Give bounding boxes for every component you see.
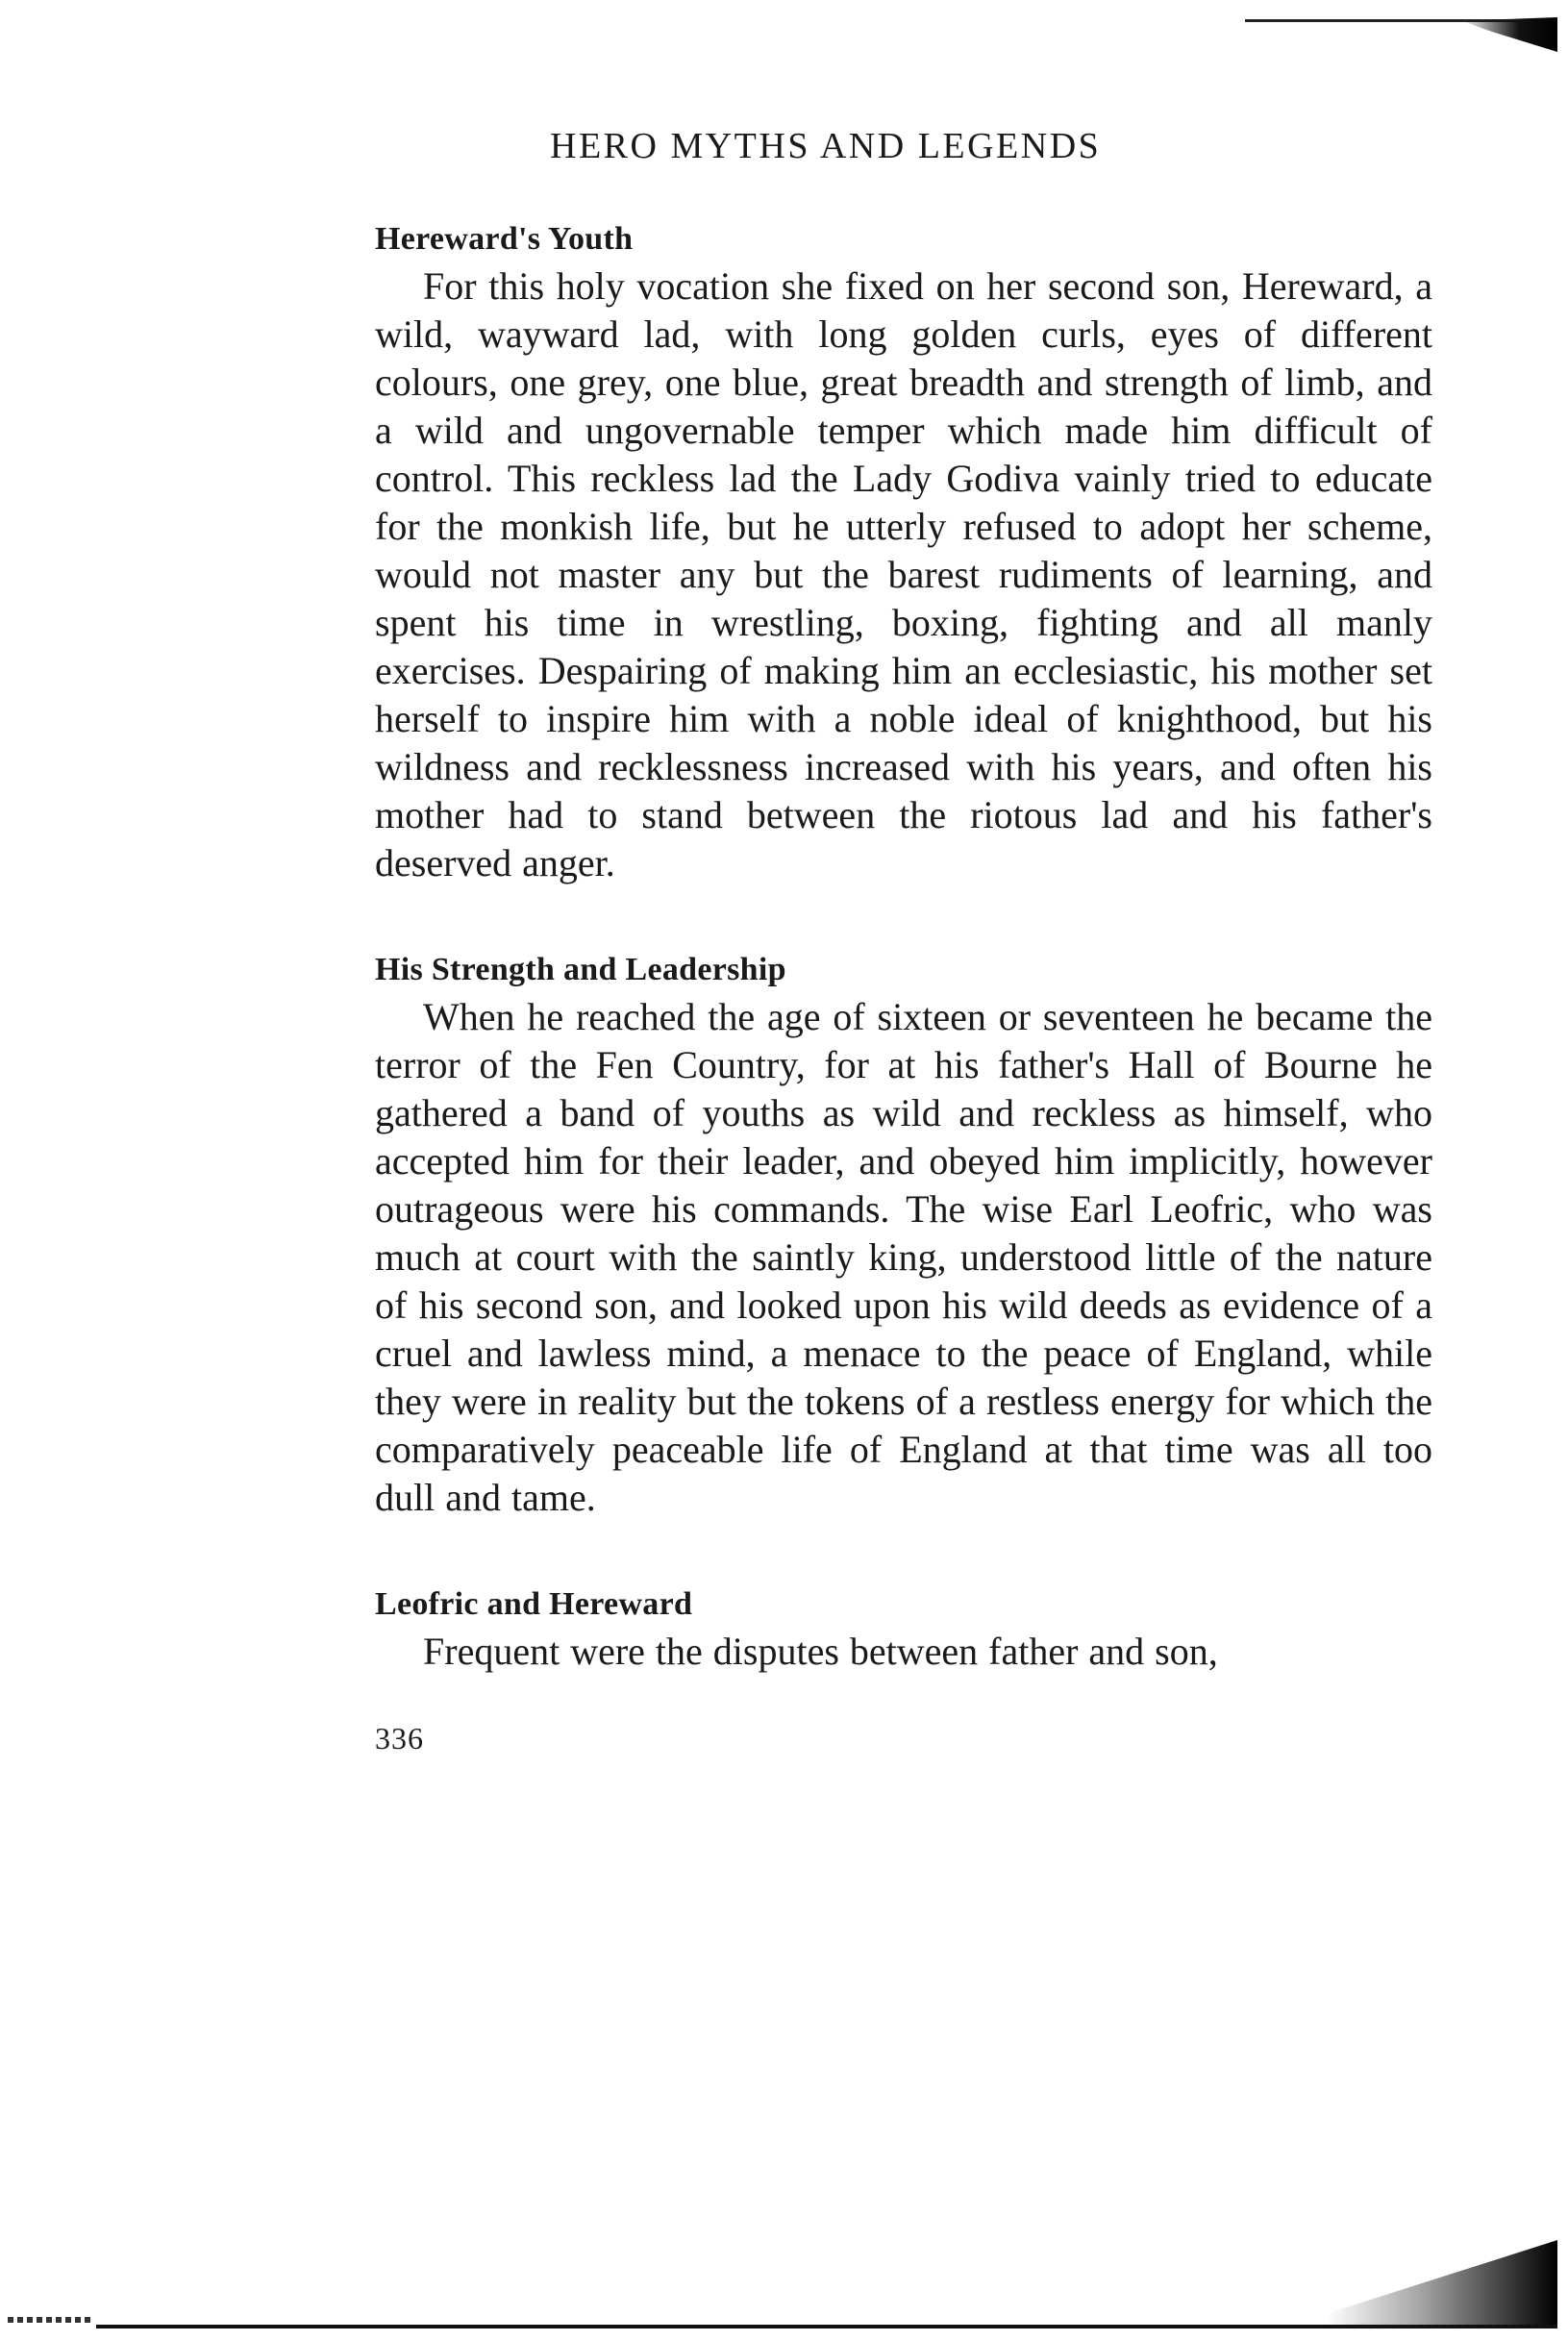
scan-edge-bottom bbox=[96, 2325, 1557, 2329]
section-leofric-and-hereward bbox=[375, 1581, 1432, 1676]
paragraph: When he reached the age of sixteen or seventeen he became the terror of the Fen Country, for at his father's Hall of Bourne he gathered a band of youths as wild and reckless as himself, who accepted him for their leader, and obeyed him implicitly, however outrageous were his commands. The wise Earl Leofric, who was much at court with the saintly king, understood little of the nature of his second son, and looked upon his wild deeds as evidence of a cruel and lawless mind, a menace to the peace of England, while they were in reality but the tokens of a restless energy for which the comparatively peaceable life of England at that time was all too dull and tame. bbox=[375, 995, 1432, 1519]
section-heading: His Strength and Leadership bbox=[375, 952, 786, 987]
page-body bbox=[375, 216, 1432, 1676]
scan-mark-bottom-left bbox=[8, 2317, 94, 2323]
section-strength-and-leadership bbox=[375, 947, 1432, 1522]
paragraph: Frequent were the disputes between father and son, bbox=[423, 1630, 1218, 1673]
section-heading: Leofric and Hereward bbox=[375, 1586, 693, 1622]
scan-shadow-bottom-right bbox=[1327, 2240, 1557, 2327]
running-header bbox=[0, 125, 1568, 167]
running-title: HERO MYTHS AND LEGENDS bbox=[550, 126, 1102, 166]
scan-shadow-top-right bbox=[1461, 17, 1557, 52]
paragraph: For this holy vocation she fixed on her second son, Hereward, a wild, wayward lad, with long golden curls, eyes of different colours, one grey, one blue, great breadth and strength of limb, and a wild and ungovernable temper which made him difficult of control. This reckless lad the Lady Godiva vainly tried to educate for the monkish life, but he utterly refused to adopt her scheme, would not master any but the barest rudiments of learning, and spent his time in wrestling, boxing, fighting and all manly exercises. Despairing of making him an ecclesiastic, his mother set herself to inspire him with a noble ideal of knighthood, but his wildness and recklessness increased with his years, and often his mother had to stand between the riotous lad and his father's deserved anger. bbox=[375, 264, 1432, 884]
section-heading: Hereward's Youth bbox=[375, 221, 634, 257]
section-herewards-youth bbox=[375, 216, 1432, 887]
page-number: 336 bbox=[375, 1721, 424, 1756]
